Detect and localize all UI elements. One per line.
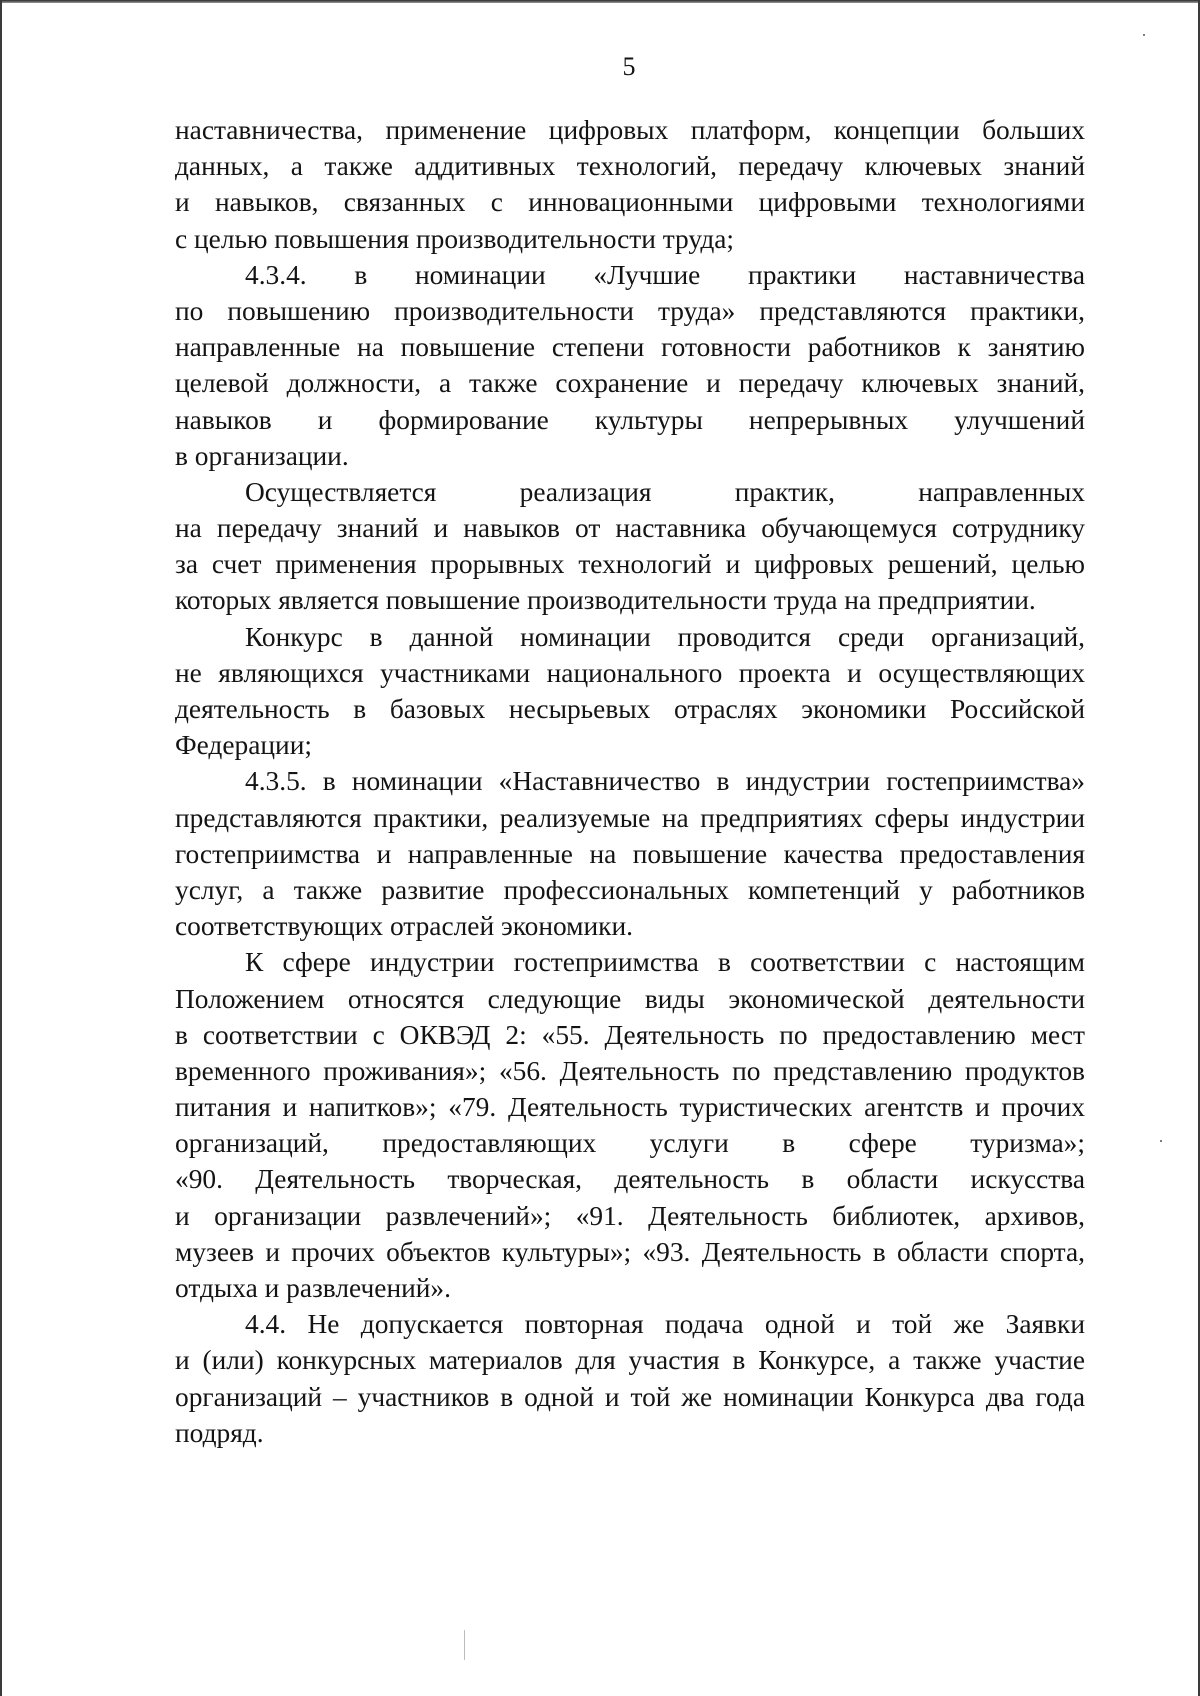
paragraph bbox=[175, 1306, 1085, 1451]
text-line: на передачу знаний и навыков от наставника обучающемуся сотруднику bbox=[175, 513, 1085, 544]
scan-edge-top bbox=[0, 0, 1200, 3]
text-line: целевой должности, а также сохранение и передачу ключевых знаний, bbox=[175, 368, 1085, 399]
text-line: данных, а также аддитивных технологий, передачу ключевых знаний bbox=[175, 151, 1085, 182]
text-line: в организации. bbox=[175, 440, 349, 471]
paragraph bbox=[175, 763, 1085, 944]
scan-mark bbox=[464, 1630, 465, 1660]
scan-speck bbox=[1160, 1140, 1162, 1142]
paragraph bbox=[175, 257, 1085, 474]
text-line: Положением относятся следующие виды экономической деятельности bbox=[175, 983, 1085, 1014]
text-line: навыков и формирование культуры непрерывных улучшений bbox=[175, 404, 1085, 435]
text-line: Осуществляется реализация практик, направленных bbox=[245, 476, 1085, 507]
paragraph bbox=[175, 474, 1085, 619]
document-body bbox=[175, 112, 1085, 1451]
text-line: за счет применения прорывных технологий и цифровых решений, целью bbox=[175, 549, 1085, 580]
text-line: представляются практики, реализуемые на предприятиях сферы индустрии bbox=[175, 802, 1085, 833]
paragraph bbox=[175, 944, 1085, 1306]
text-line: в соответствии с ОКВЭД 2: «55. Деятельность по предоставлению мест bbox=[175, 1019, 1085, 1050]
text-line: гостеприимства и направленные на повышение качества предоставления bbox=[175, 838, 1085, 869]
text-line: 4.3.4. в номинации «Лучшие практики наставничества bbox=[245, 259, 1085, 290]
text-line: К сфере индустрии гостеприимства в соответствии с настоящим bbox=[245, 947, 1085, 978]
text-line: организаций, предоставляющих услуги в сфере туризма»; bbox=[175, 1128, 1085, 1159]
text-line: и организации развлечений»; «91. Деятельность библиотек, архивов, bbox=[175, 1200, 1085, 1231]
paragraph bbox=[175, 619, 1085, 764]
text-line: и (или) конкурсных материалов для участия в Конкурсе, а также участие bbox=[175, 1345, 1085, 1376]
page-number: 5 bbox=[622, 52, 636, 81]
text-line: деятельность в базовых несырьевых отраслях экономики Российской bbox=[175, 694, 1085, 724]
text-line: услуг, а также развитие профессиональных компетенций у работников bbox=[175, 874, 1085, 905]
scan-speck bbox=[1143, 34, 1145, 36]
text-line: питания и напитков»; «79. Деятельность туристических агентств и прочих bbox=[175, 1092, 1085, 1123]
scan-edge-left bbox=[0, 0, 2, 1696]
text-line: 4.3.5. в номинации «Наставничество в индустрии гостеприимства» bbox=[245, 766, 1085, 797]
text-line: Федерации; bbox=[175, 730, 312, 761]
text-line: и навыков, связанных с инновационными цифровыми технологиями bbox=[175, 187, 1085, 218]
text-line: направленные на повышение степени готовности работников к занятию bbox=[175, 332, 1085, 363]
text-line: по повышению производительности труда» представляются практики, bbox=[175, 295, 1085, 326]
text-line: которых является повышение производительности труда на предприятии. bbox=[175, 585, 1036, 616]
text-line: Конкурс в данной номинации проводится среди организаций, bbox=[245, 621, 1085, 652]
text-line: организаций – участников в одной и той же номинации Конкурса два года bbox=[175, 1381, 1085, 1412]
text-line: временного проживания»; «56. Деятельность по представлению продуктов bbox=[175, 1055, 1085, 1086]
text-line: отдыха и развлечений». bbox=[175, 1273, 451, 1303]
text-line: 4.4. Не допускается повторная подача одной и той же Заявки bbox=[245, 1309, 1085, 1340]
text-line: не являющихся участниками национального проекта и осуществляющих bbox=[175, 657, 1085, 688]
text-line: соответствующих отраслей экономики. bbox=[175, 911, 633, 942]
text-line: с целью повышения производительности труда; bbox=[175, 223, 735, 254]
text-line: подряд. bbox=[175, 1417, 264, 1448]
text-line: «90. Деятельность творческая, деятельность в области искусства bbox=[175, 1164, 1085, 1195]
text-line: музеев и прочих объектов культуры»; «93. Деятельность в области спорта, bbox=[175, 1236, 1085, 1267]
paragraph bbox=[175, 112, 1085, 257]
text-line: наставничества, применение цифровых платформ, концепции больших bbox=[175, 115, 1085, 145]
